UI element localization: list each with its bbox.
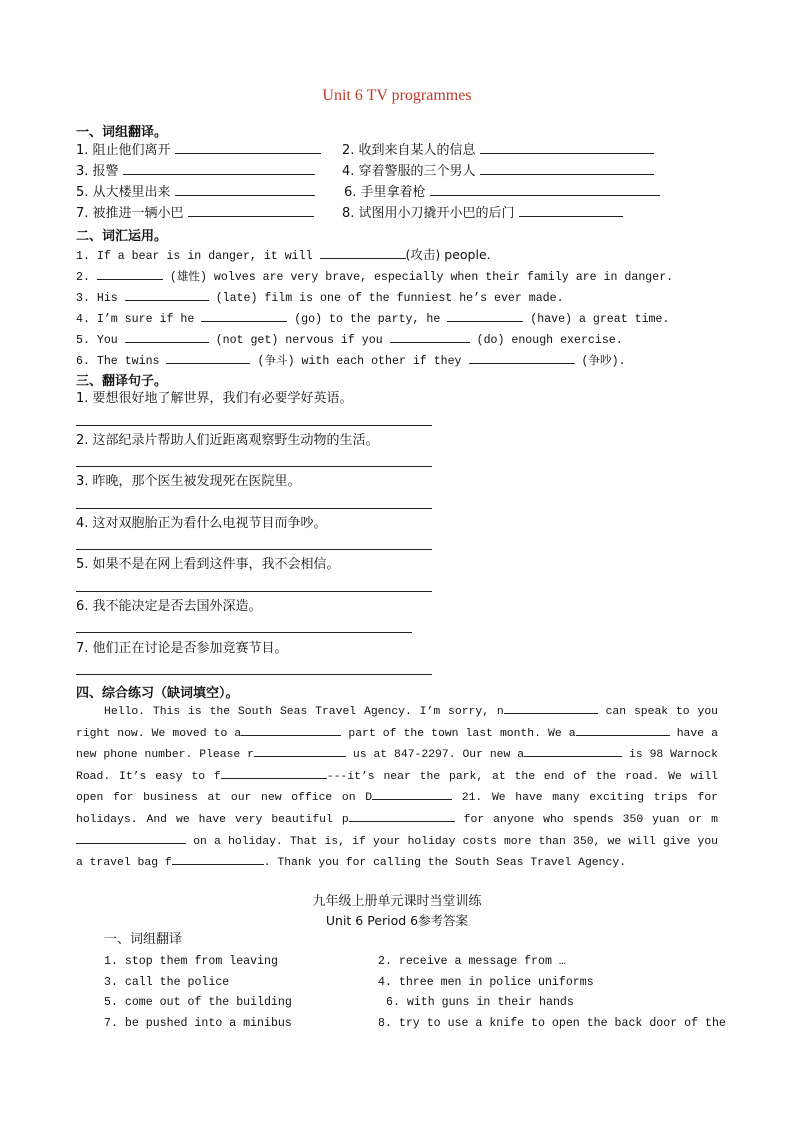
answer-blank[interactable] <box>125 288 209 301</box>
translation-sentence: 2. 这部纪录片帮助人们近距离观察野生动物的生活。 <box>76 433 379 448</box>
translation-sentence: 4. 这对双胞胎正为看什么电视节目而争吵。 <box>76 516 327 531</box>
answer-blank[interactable] <box>447 309 523 322</box>
answer-line[interactable] <box>76 549 432 550</box>
answer-line[interactable] <box>76 425 432 426</box>
answer-item: 6. with guns in their hands <box>386 996 574 1009</box>
answer-blank[interactable] <box>172 852 264 865</box>
answer-blank[interactable] <box>372 787 452 800</box>
answer-blank[interactable] <box>241 723 341 736</box>
answer-blank[interactable] <box>125 330 209 343</box>
answer-blank[interactable] <box>469 351 575 364</box>
answer-blank[interactable] <box>320 246 406 259</box>
vocab-question-5: 5. You (not get) nervous if you (do) enough exercise. <box>76 330 623 349</box>
answer-line[interactable] <box>76 508 432 509</box>
answer-blank[interactable] <box>504 701 598 714</box>
answer-key-subtitle: Unit 6 Period 6参考答案 <box>325 913 469 928</box>
phrase-item: 7. 被推进一辆小巴 <box>76 204 314 222</box>
translation-sentence: 1. 要想很好地了解世界，我们有必要学好英语。 <box>76 391 353 406</box>
phrase-item: 8. 试图用小刀撬开小巴的后门 <box>342 204 623 222</box>
answer-item: 5. come out of the building <box>104 996 292 1009</box>
page-title: Unit 6 TV programmes <box>322 87 472 104</box>
vocab-question-4: 4. I’m sure if he (go) to the party, he (have) a great time. <box>76 309 669 328</box>
vocab-question-3: 3. His (late) film is one of the funniest he’s ever made. <box>76 288 564 307</box>
translation-sentence: 7. 他们正在讨论是否参加竞赛节目。 <box>76 641 288 656</box>
section-heading-vocabulary: 二、词汇运用。 <box>76 229 168 244</box>
answer-item: 2. receive a message from … <box>378 955 566 968</box>
answer-blank[interactable] <box>175 141 321 154</box>
phrase-item: 1. 阻止他们离开 <box>76 141 321 159</box>
vocab-question-6: 6. The twins (争斗) with each other if they (争吵). <box>76 351 626 370</box>
answer-key-title: 九年级上册单元课时当堂训练 <box>312 894 482 909</box>
answer-item: 4. three men in police uniforms <box>378 976 594 989</box>
answer-blank[interactable] <box>254 744 346 757</box>
phrase-item: 6. 手里拿着枪 <box>344 183 660 201</box>
vocab-question-1: 1. If a bear is in danger, it will (攻击) people. <box>76 247 491 263</box>
answer-blank[interactable] <box>123 162 315 175</box>
phrase-item: 5. 从大楼里出来 <box>76 183 315 201</box>
answer-blank[interactable] <box>430 183 660 196</box>
answer-blank[interactable] <box>76 831 186 844</box>
answer-blank[interactable] <box>97 267 163 280</box>
answer-blank[interactable] <box>188 204 314 217</box>
translation-sentence: 3. 昨晚，那个医生被发现死在医院里。 <box>76 474 301 489</box>
answer-blank[interactable] <box>390 330 470 343</box>
answer-blank[interactable] <box>480 141 654 154</box>
answer-item: 1. stop them from leaving <box>104 955 278 968</box>
cloze-passage: Hello. This is the South Seas Travel Agency. I’m sorry, n can speak to you right now. We moved to a part of the town last month. We a have a new phone number. Please r us at 847-2297. Our new a is 98 Warnock Road. It’s easy to f ---it’s near the park, at the end of the road. We will open for business at our new office on D 21. We have many exciting trips for holidays. And we have very beautiful p for anyone who spends 350 yuan or m on a holiday. That is, if your holiday costs more than 350, we will give you a travel bag f . Thank you for calling the South Seas Travel Agency. <box>76 701 718 874</box>
answer-blank[interactable] <box>519 204 623 217</box>
answer-blank[interactable] <box>480 162 654 175</box>
answer-item: 7. be pushed into a minibus <box>104 1017 292 1030</box>
phrase-item: 4. 穿着警服的三个男人 <box>342 162 654 180</box>
answer-key-heading: 一、词组翻译 <box>104 932 183 947</box>
answer-line[interactable] <box>76 591 432 592</box>
answer-item: 8. try to use a knife to open the back door of the <box>378 1017 726 1030</box>
section-heading-cloze: 四、综合练习（缺词填空）。 <box>76 686 239 701</box>
answer-line[interactable] <box>76 466 432 467</box>
answer-blank[interactable] <box>201 309 287 322</box>
answer-blank[interactable] <box>221 766 327 779</box>
translation-sentence: 6. 我不能决定是否去国外深造。 <box>76 599 262 614</box>
translation-sentence: 5. 如果不是在网上看到这件事，我不会相信。 <box>76 557 340 572</box>
phrase-item: 2. 收到来自某人的信息 <box>342 141 654 159</box>
answer-item: 3. call the police <box>104 976 230 989</box>
section-heading-sentence-translation: 三、翻译句子。 <box>76 374 168 389</box>
answer-blank[interactable] <box>576 723 670 736</box>
answer-blank[interactable] <box>175 183 315 196</box>
answer-line[interactable] <box>76 632 412 633</box>
answer-blank[interactable] <box>524 744 622 757</box>
section-heading-phrase-translation: 一、词组翻译。 <box>76 125 168 140</box>
answer-line[interactable] <box>76 674 432 675</box>
answer-blank[interactable] <box>349 809 455 822</box>
vocab-question-2: 2. (雄性) wolves are very brave, especially when their family are in danger. <box>76 267 673 286</box>
answer-blank[interactable] <box>166 351 250 364</box>
phrase-item: 3. 报警 <box>76 162 315 180</box>
